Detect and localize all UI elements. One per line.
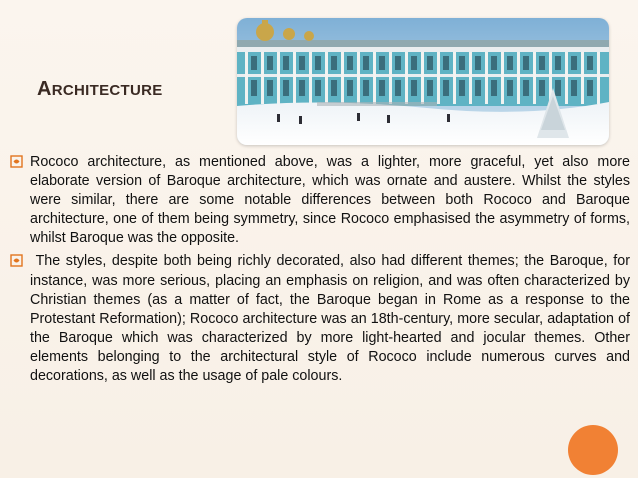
slide-title (37, 79, 163, 99)
list-item (10, 153, 630, 248)
decorative-orange-circle (568, 425, 618, 475)
list-item (10, 252, 634, 386)
bullet-text: The styles, despite both being richly decorated, also had different themes; the Baroque, for instance, was more serious, placing an emphasis on religion, and was often characterized by Christian themes (as a matter of fact, the Baroque began in Rome as a response to the Protestant Reformation); Rococo architecture was an 18th-century, more secular, adaptation of the Baroque which was characterized by more light-hearted and jocular themes. Other elements belonging to the architectural style of Rococo include numerous curves and decorations, as well as the usage of pale colours. (30, 253, 634, 385)
title-rest: RCHITECTURE (51, 82, 163, 99)
title-first-letter: A (37, 78, 52, 100)
square-flourish-bullet-icon (10, 254, 23, 267)
square-flourish-bullet-icon (10, 155, 23, 168)
bullet-text: Rococo architecture, as mentioned above, was a lighter, more graceful, yet also more elaborate version of Baroque architecture, which was ornate and austere. Whilst the styles were similar, there are some notable differences between both Rococo and Baroque architecture, one of them being symmetry, since Rococo emphasised the asymmetry of forms, whilst Baroque was the opposite. (30, 154, 630, 247)
palace-winter-photo (237, 18, 609, 145)
bullet-list (10, 153, 634, 390)
